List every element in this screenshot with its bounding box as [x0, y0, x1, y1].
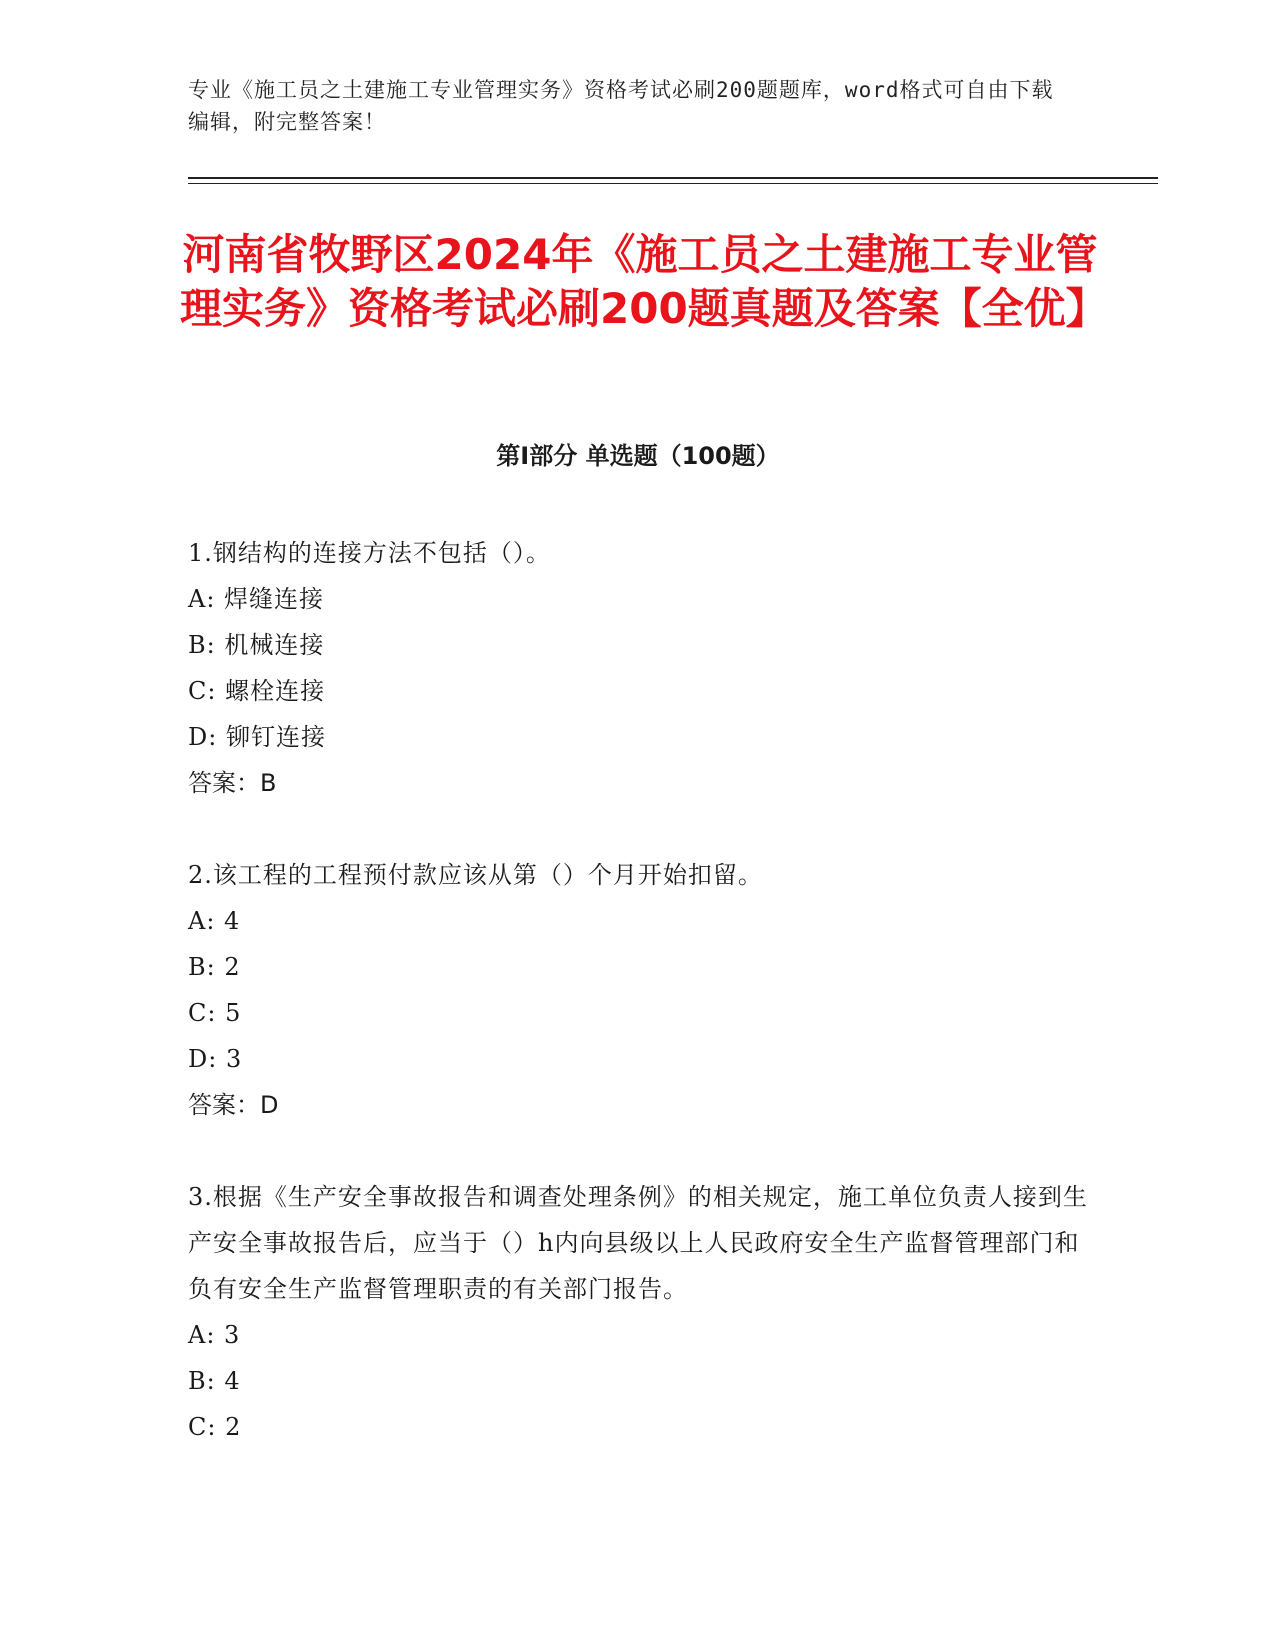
section-title: 第Ⅰ部分 单选题（100题） — [496, 442, 780, 470]
option-a: A: 4 — [188, 907, 241, 935]
question-text: 1.钢结构的连接方法不包括（）。 — [188, 539, 551, 567]
header-divider-thick — [188, 177, 1158, 179]
question-text: 2.该工程的工程预付款应该从第（）个月开始扣留。 — [188, 861, 763, 889]
question-list — [188, 530, 1088, 1496]
option-c: C: 2 — [188, 1413, 242, 1441]
option-a: A: 焊缝连接 — [188, 585, 325, 613]
option-b: B: 4 — [188, 1367, 241, 1395]
question-text: 3.根据《生产安全事故报告和调查处理条例》的相关规定，施工单位负责人接到生产安全事故报告后，应当于（）h内向县级以上人民政府安全生产监督管理部门和负有安全生产监督管理职责的有关部门报告。 — [188, 1183, 1088, 1303]
answer: 答案：D — [188, 1091, 279, 1119]
option-d: D: 铆钉连接 — [188, 723, 326, 751]
option-b: B: 机械连接 — [188, 631, 325, 659]
option-d: D: 3 — [188, 1045, 243, 1073]
answer: 答案：B — [188, 769, 277, 797]
option-c: C: 螺栓连接 — [188, 677, 326, 705]
header-divider-thin — [188, 183, 1158, 184]
option-c: C: 5 — [188, 999, 242, 1027]
document-title: 河南省牧野区2024年《施工员之土建施工专业管理实务》资格考试必刷200题真题及答案【全优】 — [180, 230, 1108, 333]
option-b: B: 2 — [188, 953, 241, 981]
question-3 — [188, 1174, 1088, 1450]
question-1 — [188, 530, 1088, 806]
header-note: 专业《施工员之土建施工专业管理实务》资格考试必刷200题题库，word格式可自由下载编辑，附完整答案！ — [188, 78, 1054, 134]
option-a: A: 3 — [188, 1321, 241, 1349]
question-2 — [188, 852, 1088, 1128]
